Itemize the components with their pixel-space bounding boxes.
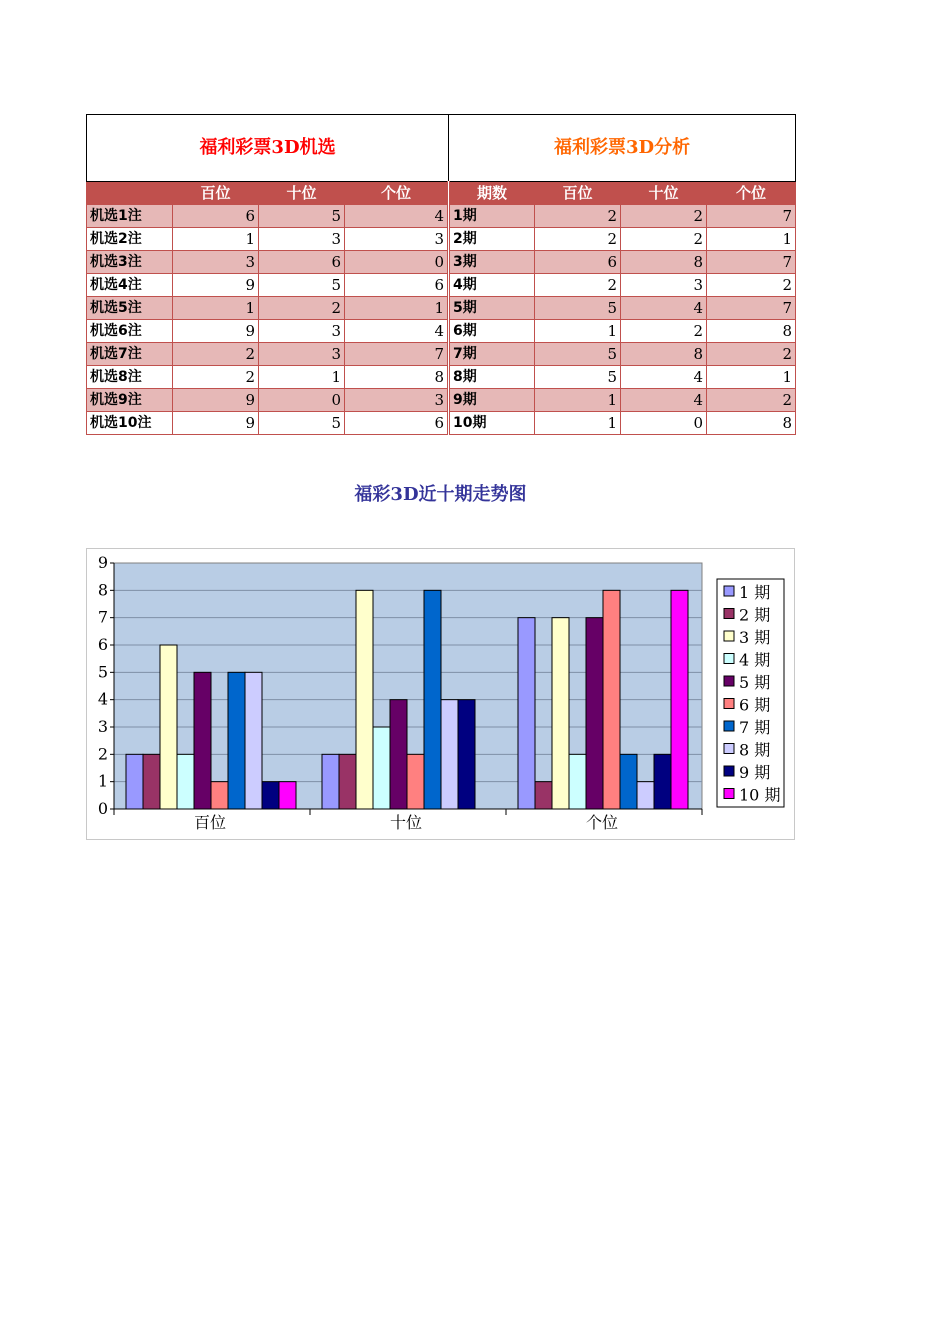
bar	[620, 754, 637, 809]
bar	[228, 672, 245, 809]
right-cell-tens: 4	[621, 297, 707, 320]
left-cell-hundreds: 9	[173, 389, 259, 412]
left-cell-hundreds: 1	[173, 297, 259, 320]
x-tick-label: 百位	[193, 813, 227, 832]
table-row	[87, 297, 796, 320]
bar	[177, 754, 194, 809]
legend-label: 9 期	[739, 763, 771, 782]
bar	[407, 754, 424, 809]
header-cell: 十位	[621, 182, 707, 205]
right-row-label: 1期	[449, 205, 535, 228]
legend-label: 2 期	[739, 605, 771, 625]
left-row-label: 机选5注	[87, 297, 173, 320]
right-cell-tens: 8	[621, 343, 707, 366]
legend-label: 3 期	[739, 628, 771, 647]
legend-label: 4 期	[739, 650, 771, 670]
right-cell-tens: 4	[621, 366, 707, 389]
left-cell-tens: 3	[259, 343, 345, 366]
left-row-label: 机选1注	[87, 205, 173, 228]
left-cell-hundreds: 9	[173, 320, 259, 343]
legend-label: 10 期	[739, 785, 781, 805]
table-row	[87, 274, 796, 297]
bar	[339, 754, 356, 809]
left-cell-hundreds: 9	[173, 412, 259, 435]
left-cell-tens: 5	[259, 274, 345, 297]
right-cell-units: 8	[707, 412, 796, 435]
right-row-label: 7期	[449, 343, 535, 366]
header-cell: 期数	[449, 182, 535, 205]
bar-chart	[87, 549, 794, 839]
left-cell-tens: 5	[259, 205, 345, 228]
bar	[552, 618, 569, 809]
table-row	[87, 205, 796, 228]
bar	[279, 782, 296, 809]
bar	[160, 645, 177, 809]
left-cell-tens: 2	[259, 297, 345, 320]
y-tick-label: 8	[97, 580, 108, 600]
header-row	[87, 182, 796, 205]
y-tick-label: 6	[97, 635, 108, 654]
left-table-title: 福利彩票3D机选	[87, 115, 449, 182]
left-cell-units: 4	[345, 320, 449, 343]
y-tick-label: 2	[97, 744, 108, 764]
right-cell-hundreds: 2	[535, 205, 621, 228]
left-cell-hundreds: 3	[173, 251, 259, 274]
left-row-label: 机选9注	[87, 389, 173, 412]
bar	[373, 727, 390, 809]
left-cell-hundreds: 2	[173, 366, 259, 389]
legend-swatch	[724, 721, 734, 731]
left-cell-units: 8	[345, 366, 449, 389]
right-cell-hundreds: 5	[535, 297, 621, 320]
table-row	[87, 228, 796, 251]
header-cell: 个位	[345, 182, 449, 205]
left-cell-units: 4	[345, 205, 449, 228]
y-tick-label: 7	[97, 607, 108, 627]
right-cell-units: 1	[707, 228, 796, 251]
bar	[262, 782, 279, 809]
legend-swatch	[724, 766, 734, 776]
legend-swatch	[724, 631, 734, 641]
right-cell-units: 2	[707, 389, 796, 412]
table-row	[87, 366, 796, 389]
table-row	[87, 412, 796, 435]
bar	[356, 590, 373, 809]
legend-swatch	[724, 744, 734, 754]
left-row-label: 机选3注	[87, 251, 173, 274]
right-row-label: 9期	[449, 389, 535, 412]
right-cell-units: 2	[707, 343, 796, 366]
bar	[535, 782, 552, 809]
left-row-label: 机选10注	[87, 412, 173, 435]
right-cell-tens: 3	[621, 274, 707, 297]
left-cell-units: 3	[345, 389, 449, 412]
right-cell-units: 2	[707, 274, 796, 297]
right-cell-units: 1	[707, 366, 796, 389]
table-row	[87, 251, 796, 274]
left-row-label: 机选2注	[87, 228, 173, 251]
right-cell-hundreds: 1	[535, 320, 621, 343]
left-cell-hundreds: 2	[173, 343, 259, 366]
bar	[390, 700, 407, 809]
header-cell: 十位	[259, 182, 345, 205]
bar	[211, 782, 228, 809]
legend-swatch	[724, 586, 734, 596]
legend-label: 8 期	[739, 740, 771, 760]
y-tick-label: 0	[97, 799, 108, 818]
left-cell-hundreds: 6	[173, 205, 259, 228]
bar	[424, 590, 441, 809]
right-cell-hundreds: 1	[535, 412, 621, 435]
left-row-label: 机选6注	[87, 320, 173, 343]
right-cell-tens: 2	[621, 205, 707, 228]
bar	[637, 782, 654, 809]
right-cell-hundreds: 2	[535, 228, 621, 251]
x-tick-label: 十位	[389, 813, 423, 832]
right-cell-hundreds: 2	[535, 274, 621, 297]
bar	[458, 700, 475, 809]
right-cell-tens: 0	[621, 412, 707, 435]
left-cell-hundreds: 9	[173, 274, 259, 297]
right-row-label: 10期	[449, 412, 535, 435]
left-cell-units: 3	[345, 228, 449, 251]
left-row-label: 机选7注	[87, 343, 173, 366]
header-cell: 百位	[173, 182, 259, 205]
left-cell-units: 6	[345, 412, 449, 435]
left-cell-tens: 5	[259, 412, 345, 435]
right-row-label: 8期	[449, 366, 535, 389]
left-cell-tens: 3	[259, 320, 345, 343]
x-tick-label: 个位	[585, 813, 619, 832]
bar	[671, 590, 688, 809]
right-row-label: 6期	[449, 320, 535, 343]
right-table-title: 福利彩票3D分析	[449, 115, 796, 182]
header-cell: 个位	[707, 182, 796, 205]
legend-swatch	[724, 654, 734, 664]
right-row-label: 4期	[449, 274, 535, 297]
legend-swatch	[724, 676, 734, 686]
bar	[569, 754, 586, 809]
header-cell: 百位	[535, 182, 621, 205]
chart-title: 福彩3D近十期走势图	[354, 484, 527, 505]
right-cell-hundreds: 1	[535, 389, 621, 412]
legend-swatch	[724, 789, 734, 799]
bar	[245, 672, 262, 809]
y-tick-label: 9	[97, 553, 108, 572]
table-row	[87, 389, 796, 412]
right-cell-units: 7	[707, 251, 796, 274]
bar	[126, 754, 143, 809]
y-tick-label: 5	[97, 662, 108, 682]
y-tick-label: 1	[97, 771, 108, 791]
left-cell-units: 0	[345, 251, 449, 274]
left-cell-units: 7	[345, 343, 449, 366]
left-row-label: 机选8注	[87, 366, 173, 389]
bar	[586, 618, 603, 809]
legend-swatch	[724, 699, 734, 709]
table-row	[87, 343, 796, 366]
legend-swatch	[724, 609, 734, 619]
left-cell-hundreds: 1	[173, 228, 259, 251]
right-row-label: 2期	[449, 228, 535, 251]
right-row-label: 5期	[449, 297, 535, 320]
right-cell-hundreds: 5	[535, 366, 621, 389]
left-cell-units: 6	[345, 274, 449, 297]
header-cell	[87, 182, 173, 205]
left-cell-tens: 1	[259, 366, 345, 389]
bar	[143, 754, 160, 809]
bar	[518, 618, 535, 809]
left-cell-tens: 0	[259, 389, 345, 412]
table-row	[87, 320, 796, 343]
legend-label: 5 期	[739, 673, 771, 692]
right-cell-tens: 2	[621, 228, 707, 251]
right-row-label: 3期	[449, 251, 535, 274]
y-tick-label: 4	[97, 689, 108, 709]
right-cell-tens: 2	[621, 320, 707, 343]
legend-label: 7 期	[739, 718, 771, 737]
legend-label: 1 期	[739, 583, 771, 602]
right-cell-units: 8	[707, 320, 796, 343]
right-cell-hundreds: 6	[535, 251, 621, 274]
bar	[322, 754, 339, 809]
lottery-table	[86, 114, 796, 435]
left-cell-tens: 3	[259, 228, 345, 251]
right-cell-units: 7	[707, 205, 796, 228]
bar	[441, 700, 458, 809]
right-cell-units: 7	[707, 297, 796, 320]
right-cell-tens: 4	[621, 389, 707, 412]
bar	[194, 672, 211, 809]
right-cell-tens: 8	[621, 251, 707, 274]
right-cell-hundreds: 5	[535, 343, 621, 366]
legend-label: 6 期	[739, 695, 771, 715]
left-cell-units: 1	[345, 297, 449, 320]
y-tick-label: 3	[97, 717, 108, 736]
bar	[654, 754, 671, 809]
chart-area	[86, 548, 795, 840]
bar	[603, 590, 620, 809]
left-cell-tens: 6	[259, 251, 345, 274]
left-row-label: 机选4注	[87, 274, 173, 297]
